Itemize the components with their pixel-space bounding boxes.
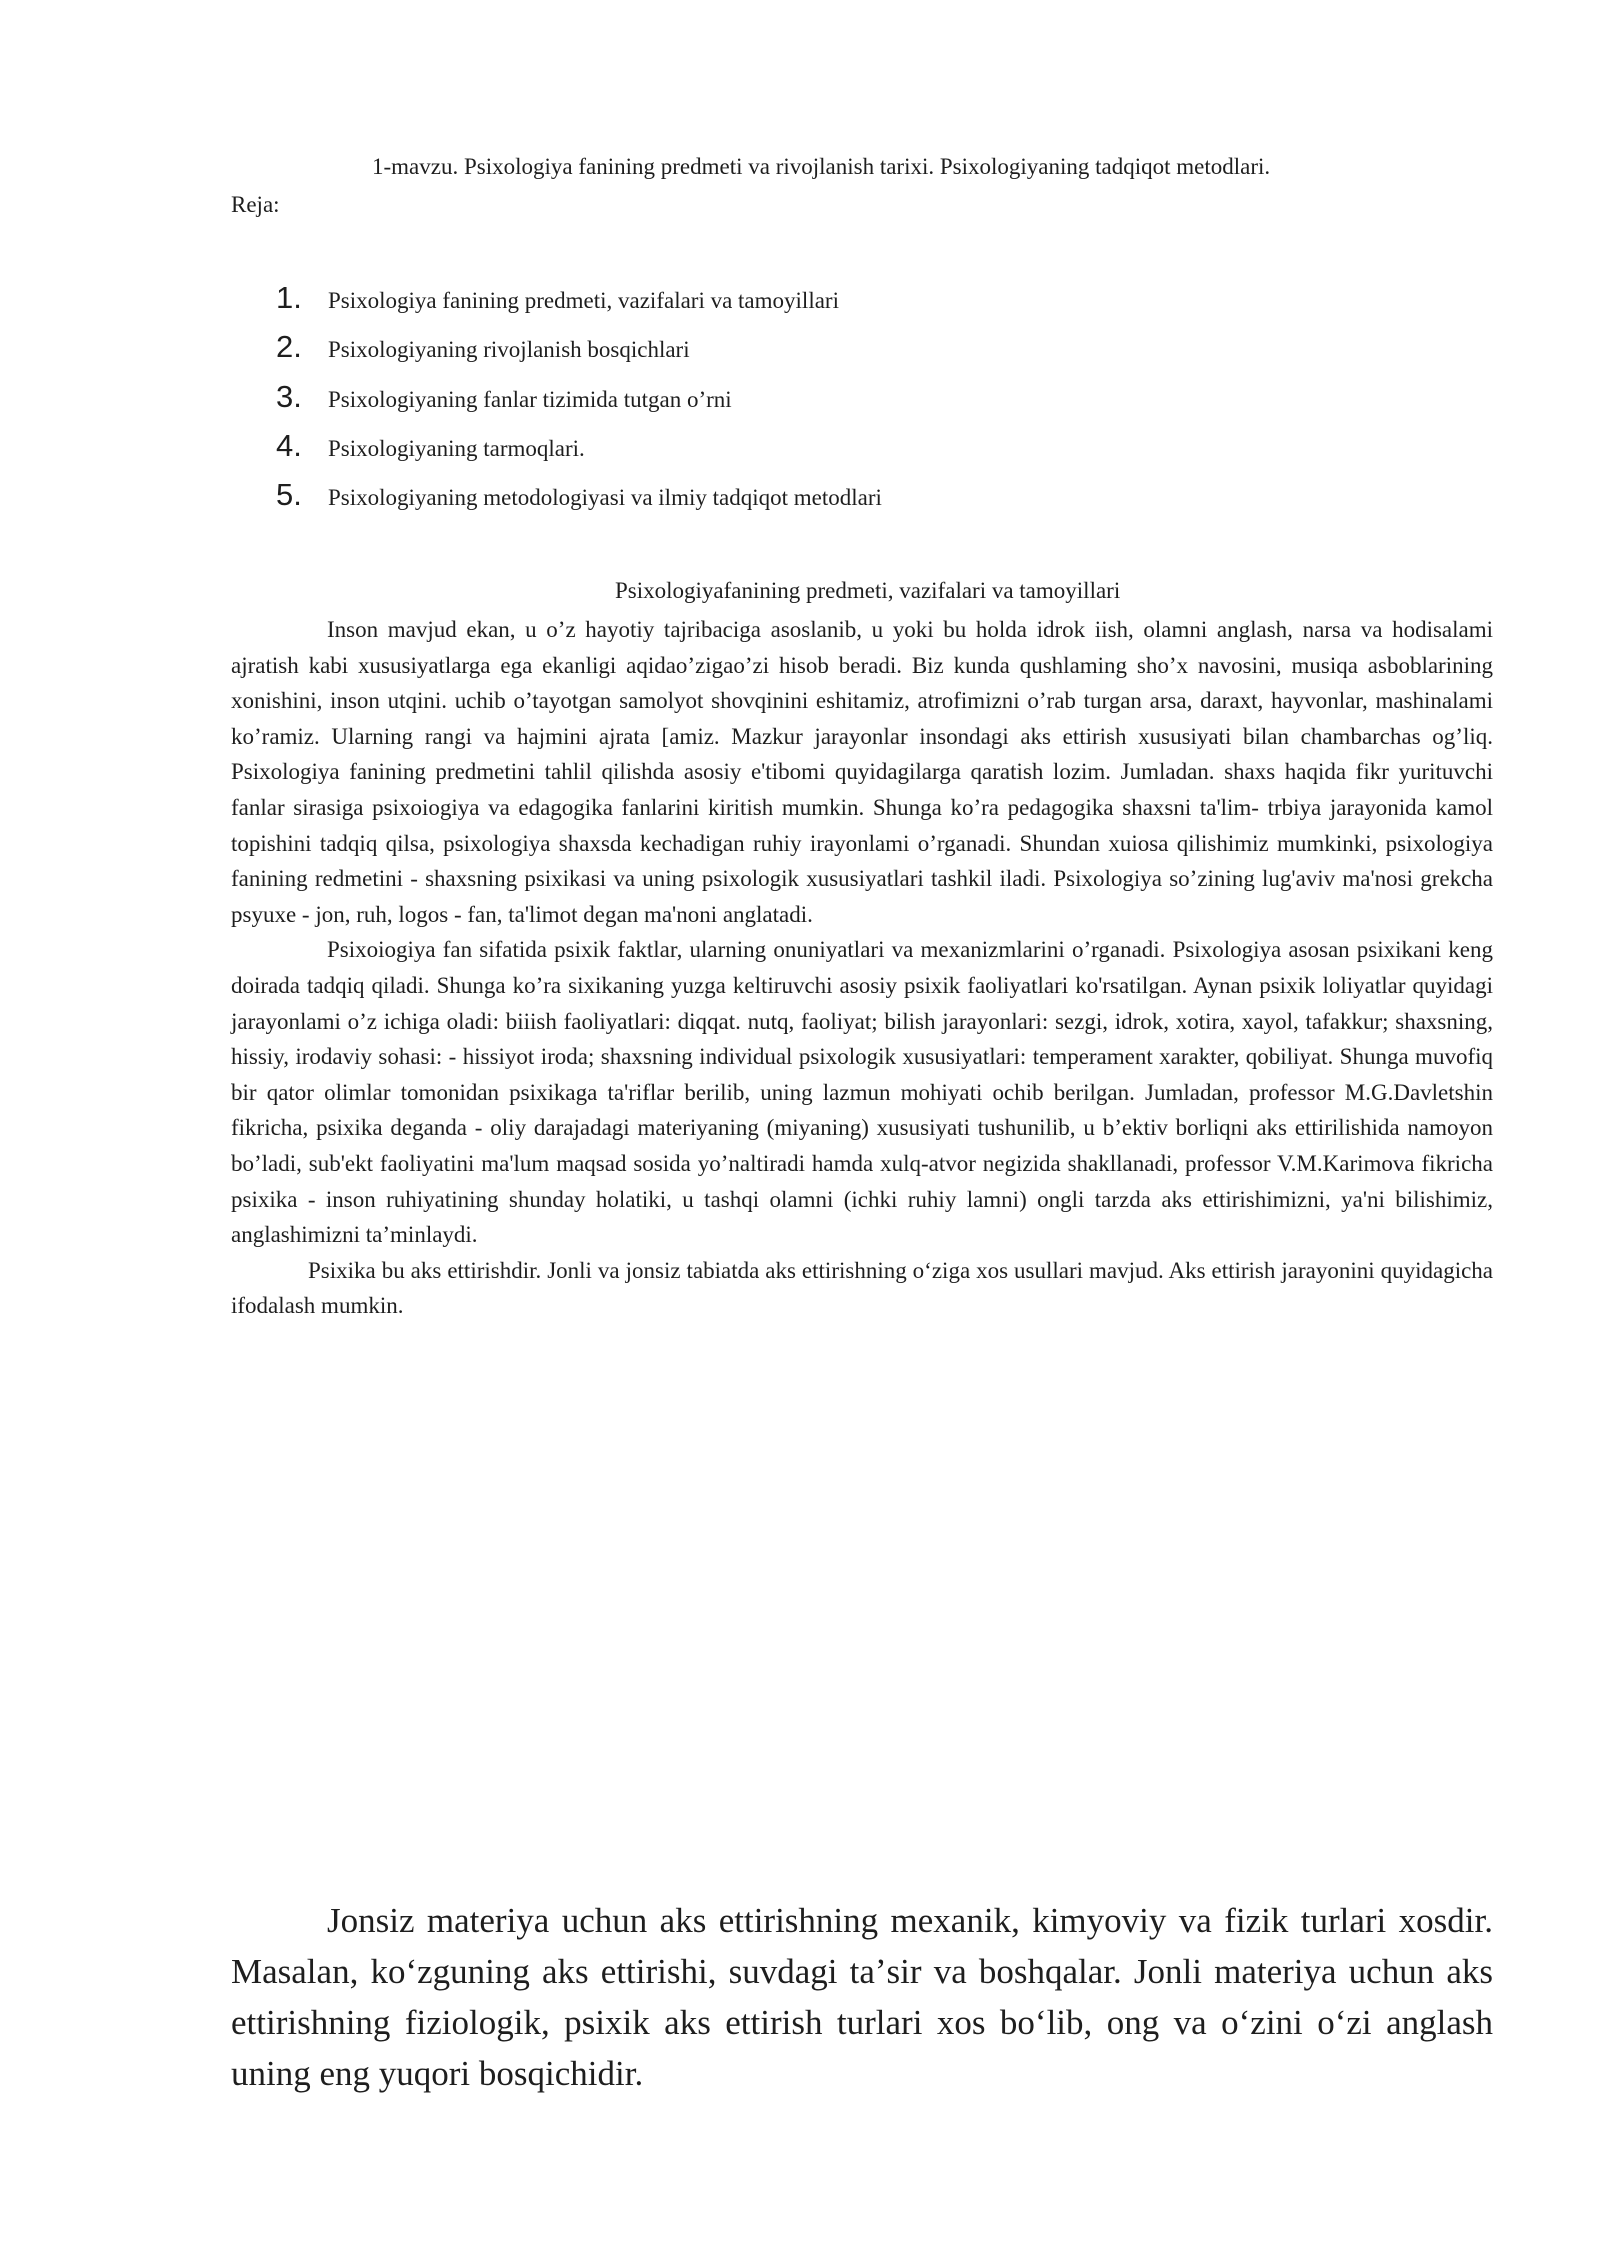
plan-item [276, 428, 882, 477]
plan-item [276, 477, 882, 526]
plan-item [276, 280, 882, 329]
plan-item [276, 379, 882, 428]
plan-label: Reja: [231, 192, 280, 217]
plan-item-text: Psixologiya fanining predmeti, vazifalari va tamoyillari [328, 288, 839, 313]
plan-item-text: Psixologiyaning tarmoqlari. [328, 435, 585, 461]
plan-item-text: Psixologiyaning fanlar tizimida tutgan o’rni [328, 386, 732, 412]
plan-item-text: Psixologiyaning rivojlanish bosqichlari [328, 337, 690, 363]
paragraph: Inson mavjud ekan, u o’z hayotiy tajribaciga asoslanib, u yoki bu holda idrok iish, olamni anglash, narsa va hodisalami ajratish kabi xususiyatlarga ega ekanligi aqidao’zigao’zi hisob beradi. Biz kunda qushlaming sho’x navosini, musiqa asboblarining xonishini, inson utqini. uchib o’tayotgan samolyot shovqinini eshitamiz, atrofimizni o’rab turgan arsa, daraxt, hayvonlar, mashinalami ko’ramiz. Ularning rangi va hajmini ajrata [amiz. Mazkur jarayonlar insondagi aks ettirish xususiyati bilan chambarchas og’liq. Psixologiya fanining predmetini tahlil qilishda asosiy e'tibomi quyidagilarga qaratish lozim. Jumladan. shaxs haqida fikr yurituvchi fanlar sirasiga psixoiogiya va edagogika fanlarini kiritish mumkin. Shunga ko’ra pedagogika shaxsni ta'lim- trbiya jarayonida kamol topishini tadqiq qilsa, psixologiya shaxsda kechadigan ruhiy irayonlami o’rganadi. Shundan xuiosa qilishimiz mumkinki, psixologiya fanining redmetini - shaxsning psixikasi va uning psixologik xususiyatlari tashkil iladi. Psixologiya so’zining lug'aviv ma'nosi grekcha psyuxe - jon, ruh, logos - fan, ta'limot degan ma'noni anglatadi. [231, 617, 1493, 927]
paragraph: Psixoiogiya fan sifatida psixik faktlar, ularning onuniyatlari va mexanizmlarini o’rganadi. Psixologiya asosan psixikani keng doirada tadqiq qiladi. Shunga ko’ra sixikaning yuzga keltiruvchi asosiy psixik faoliyatlari ko'rsatilgan. Aynan psixik loliyatlar quyidagi jarayonlami o’z ichiga oladi: biiish faoliyatlari: diqqat. nutq, faoliyat; bilish jarayonlari: sezgi, idrok, xotira, xayol, tafakkur; shaxsning, hissiy, irodaviy sohasi: - hissiyot iroda; shaxsning individual psixologik xususiyatlari: temperament xarakter, qobiliyat. Shunga muvofiq bir qator olimlar tomonidan psixikaga ta'riflar berilib, uning lazmun mohiyati ochib berilgan. Jumladan, professor M.G.Davletshin fikricha, psixika deganda - oliy darajadagi materiyaning (miyaning) xususiyati tushunilib, u b’ektiv borliqni aks ettirilishida namoyon bo’ladi, sub'ekt faoliyatini ma'lum maqsad sosida yo’naltiradi hamda xulq-atvor negizida shakllanadi, professor V.M.Karimova fikricha psixika - inson ruhiyatining shunday holatiki, u tashqi olamni (ichki ruhiy lamni) ongli tarzda aks ettirishimizni, ya'ni bilishimiz, anglashimizni ta’minlaydi. [231, 937, 1493, 1248]
plan-item-text: Psixologiyaning metodologiyasi va ilmiy tadqiqot metodlari [328, 485, 882, 511]
plan-item-number: 1. [276, 280, 302, 315]
plan-item-number: 3. [276, 378, 302, 414]
plan-item-number: 4. [276, 427, 302, 463]
plan-list [276, 280, 882, 526]
document-title: 1-mavzu. Psixologiya fanining predmeti va rivojlanish tarixi. Psixologiyaning tadqiqot metodlari. [372, 154, 1271, 179]
large-paragraph: Jonsiz materiya uchun aks ettirishning mexanik, kimyoviy va fizik turlari xosdir. Masalan, koʻzguning aks ettirishi, suvdagi taʼsir va boshqalar. Jonli materiya uchun aks ettirishning fiziologik, psixik aks ettirish turlari xos boʻlib, ong va oʻzini oʻzi anglash uning eng yuqori bosqichidir. [231, 1901, 1493, 2093]
plan-item-number: 2. [276, 329, 302, 365]
section-title: Psixologiyafanining predmeti, vazifalari va tamoyillari [615, 578, 1121, 603]
body-text [231, 612, 1493, 1324]
plan-item-number: 5. [276, 477, 302, 513]
paragraph: Psixika bu aks ettirishdir. Jonli va jonsiz tabiatda aks ettirishning oʻziga xos usullari mavjud. Aks ettirish jarayonini quyidagicha ifodalash mumkin. [231, 1257, 1493, 1319]
large-text-block [231, 1895, 1493, 2099]
plan-item [276, 329, 882, 378]
